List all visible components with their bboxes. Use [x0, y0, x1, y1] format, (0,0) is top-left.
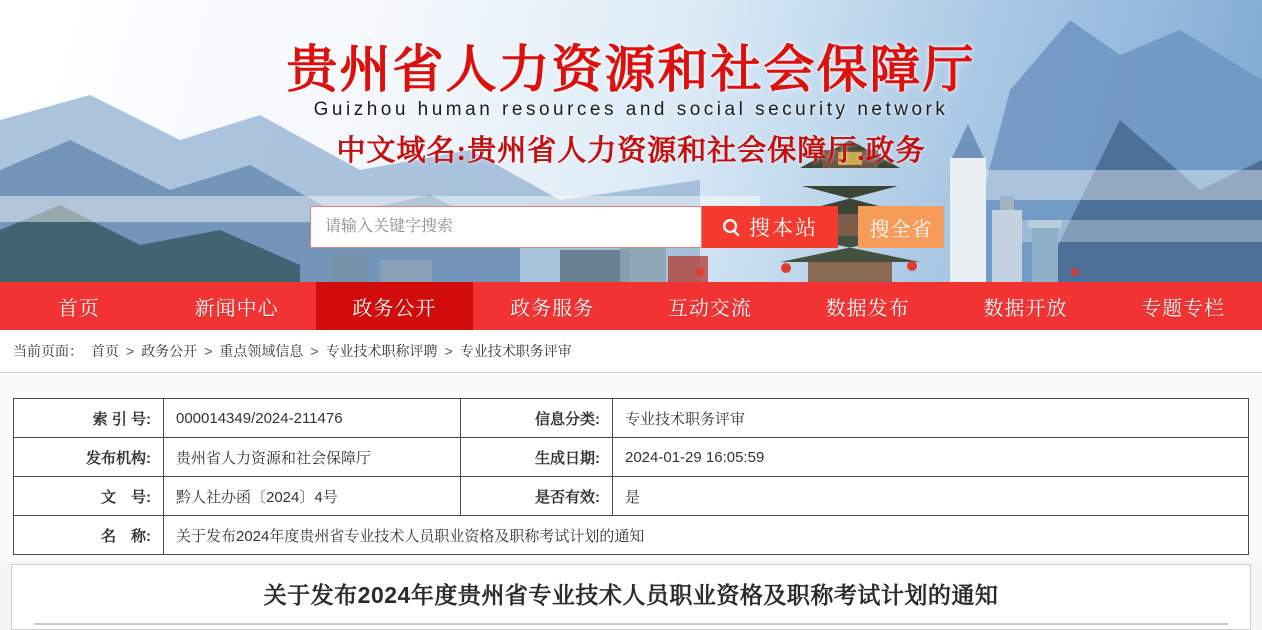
breadcrumb-separator: > — [126, 343, 135, 359]
breadcrumb-item-title-review[interactable]: 专业技术职务评审 — [459, 343, 572, 359]
search-province-label: 搜全省 — [869, 218, 933, 241]
article-title: 关于发布2024年度贵州省专业技术人员职业资格及职称考试计划的通知 — [263, 582, 999, 608]
validity-label: 是否有效: — [461, 477, 613, 516]
nav-item-data-open[interactable]: 数据开放 — [983, 297, 1068, 320]
breadcrumb-item-key-fields[interactable]: 重点领域信息 — [219, 343, 304, 359]
breadcrumb — [0, 330, 1262, 372]
search-province-button[interactable] — [858, 206, 944, 248]
validity-value: 是 — [613, 477, 1249, 516]
table-row — [14, 516, 1249, 555]
search-bar — [310, 206, 944, 248]
generate-date-value: 2024-01-29 16:05:59 — [613, 438, 1249, 477]
article-panel — [11, 564, 1251, 630]
document-meta-panel — [0, 372, 1262, 561]
nav-item-news[interactable]: 新闻中心 — [194, 297, 279, 320]
breadcrumb-item-title-appointment[interactable]: 专业技术职称评聘 — [325, 343, 438, 359]
breadcrumb-item-gov-info[interactable]: 政务公开 — [141, 343, 198, 359]
nav-item-interaction[interactable]: 互动交流 — [667, 297, 752, 320]
search-site-button[interactable] — [702, 206, 838, 248]
site-title: 贵州省人力资源和社会保障厅 — [286, 41, 976, 98]
index-number-label: 索 引 号: — [14, 399, 164, 438]
article-divider — [34, 623, 1228, 625]
site-subtitle-en: Guizhou human resources and social security network — [313, 99, 949, 120]
search-input[interactable] — [310, 206, 702, 248]
document-meta-table — [13, 398, 1249, 555]
table-row — [14, 477, 1249, 516]
site-header — [0, 0, 1262, 282]
doc-number-label: 文 号: — [14, 477, 164, 516]
nav-item-gov-info[interactable]: 政务公开 — [316, 282, 474, 330]
publisher-value: 贵州省人力资源和社会保障厅 — [164, 438, 461, 477]
breadcrumb-separator: > — [444, 343, 453, 359]
generate-date-label: 生成日期: — [461, 438, 613, 477]
info-category-label: 信息分类: — [461, 399, 613, 438]
info-category-value: 专业技术职务评审 — [613, 399, 1249, 438]
breadcrumb-prefix: 当前页面： — [13, 343, 83, 359]
index-number-value: 000014349/2024-211476 — [164, 399, 461, 438]
doc-number-value: 黔人社办函〔2024〕4号 — [164, 477, 461, 516]
nav-item-data-release[interactable]: 数据发布 — [825, 297, 910, 320]
nav-item-special-topics[interactable]: 专题专栏 — [1141, 297, 1226, 320]
main-nav — [0, 282, 1262, 330]
breadcrumb-separator: > — [310, 343, 319, 359]
search-site-label: 搜本站 — [749, 217, 818, 240]
table-row — [14, 438, 1249, 477]
nav-item-home[interactable]: 首页 — [57, 297, 100, 320]
nav-item-gov-service[interactable]: 政务服务 — [510, 297, 595, 320]
breadcrumb-separator: > — [204, 343, 213, 359]
site-domain-line: 中文域名:贵州省人力资源和社会保障厅.政务 — [336, 135, 926, 167]
doc-name-value: 关于发布2024年度贵州省专业技术人员职业资格及职称考试计划的通知 — [164, 516, 1249, 555]
table-row — [14, 399, 1249, 438]
publisher-label: 发布机构: — [14, 438, 164, 477]
doc-name-label: 名 称: — [14, 516, 164, 555]
breadcrumb-item-home[interactable]: 首页 — [91, 343, 119, 359]
search-icon — [722, 218, 741, 237]
